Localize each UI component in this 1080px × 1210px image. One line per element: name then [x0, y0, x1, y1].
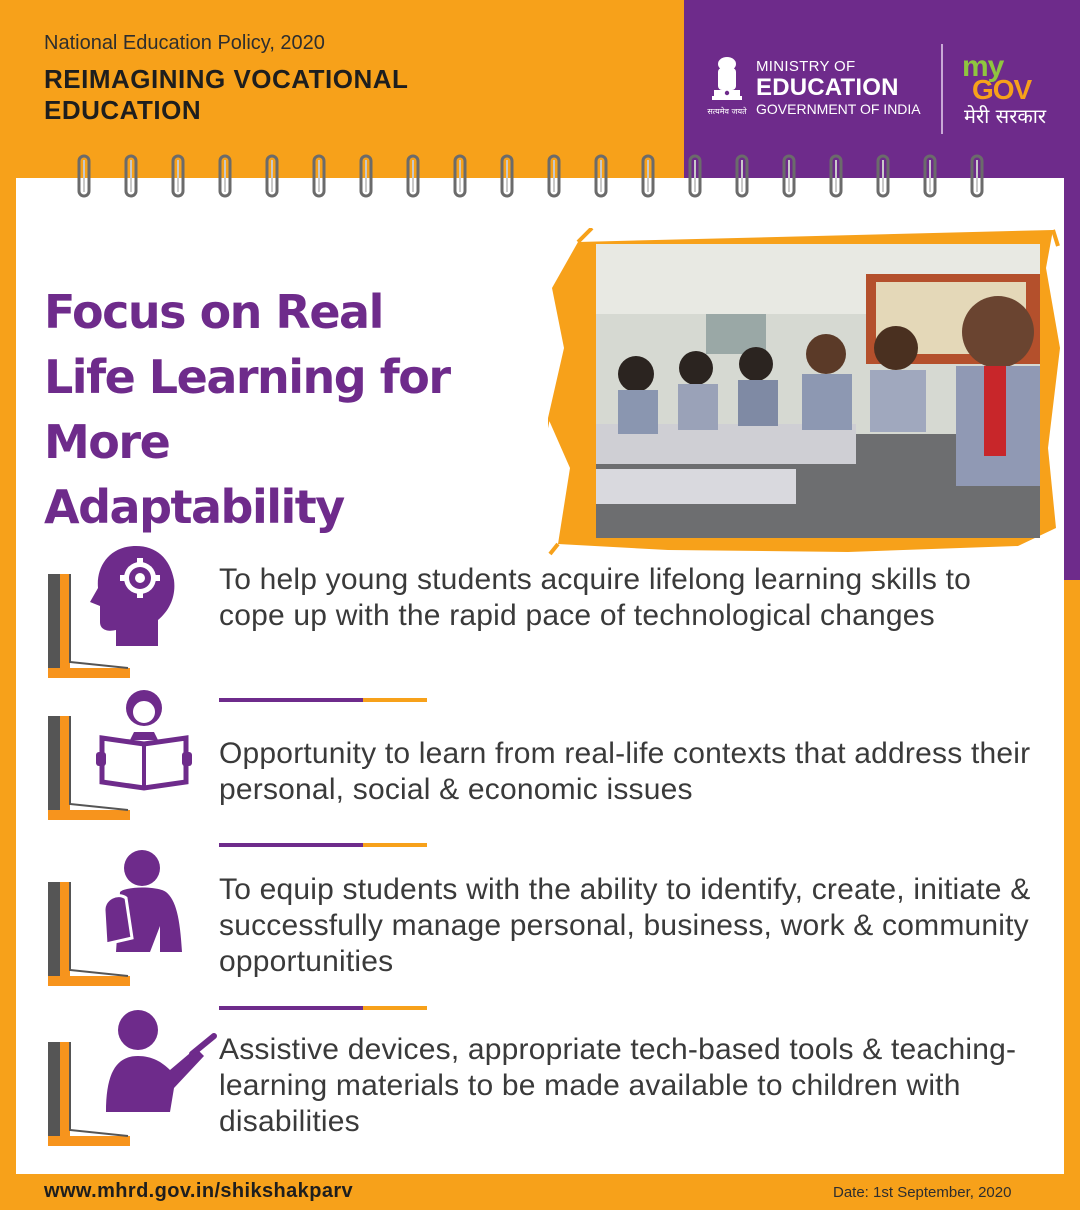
header-title: REIMAGINING VOCATIONAL EDUCATION: [44, 64, 408, 125]
mygov-hindi-text: मेरी सरकार: [964, 104, 1047, 128]
spiral-ring: [878, 156, 888, 196]
spiral-ring: [643, 156, 653, 196]
list-item: [0, 1008, 1080, 1148]
page-heading: Focus on Real Life Learning for More Adaptability: [44, 285, 450, 534]
logo-separator: [941, 44, 943, 134]
item-text: Assistive devices, appropriate tech-based tools & teaching-learning materials to be made available to children with disabilities: [219, 1033, 1017, 1138]
spiral-ring: [314, 156, 324, 196]
spiral-ring: [549, 156, 559, 196]
item-text: To help young students acquire lifelong learning skills to cope up with the rapid pace of technological changes: [219, 563, 972, 632]
spiral-ring: [831, 156, 841, 196]
spiral-ring: [784, 156, 794, 196]
ministry-line-1: MINISTRY OF: [756, 58, 856, 75]
list-item: [0, 540, 1080, 680]
student-backpack-icon: [96, 848, 186, 958]
spiral-ring: [408, 156, 418, 196]
head-gear-icon: [88, 540, 178, 650]
spiral-ring: [79, 156, 89, 196]
national-emblem-icon: [704, 54, 750, 120]
ministry-line-3: GOVERNMENT OF INDIA: [756, 101, 921, 117]
spiral-binding: [0, 150, 1080, 200]
list-item: [0, 682, 1080, 822]
spiral-ring: [972, 156, 982, 196]
mygov-my-text: my: [962, 50, 1004, 83]
ministry-logo: [704, 54, 934, 124]
spiral-ring: [361, 156, 371, 196]
spiral-ring: [455, 156, 465, 196]
reader-book-icon: [96, 682, 196, 792]
list-item: [0, 848, 1080, 988]
spiral-ring: [690, 156, 700, 196]
item-text: To equip students with the ability to identify, create, initiate & successfully manage personal, business, work & community opportunities: [219, 873, 1031, 978]
svg-text:सत्यमेव जयते: सत्यमेव जयते: [707, 107, 747, 116]
mygov-gov-text: GOV: [972, 74, 1032, 105]
divider: [219, 843, 427, 847]
footer-date: Date: 1st September, 2020: [833, 1184, 1012, 1201]
spiral-ring: [220, 156, 230, 196]
spiral-ring: [737, 156, 747, 196]
footer-url-link[interactable]: www.mhrd.gov.in/shikshakparv: [44, 1180, 354, 1202]
item-text: Opportunity to learn from real-life contexts that address their personal, social & economic issues: [219, 737, 1031, 806]
spiral-ring: [126, 156, 136, 196]
ministry-line-2: EDUCATION: [756, 74, 899, 101]
spiral-ring: [502, 156, 512, 196]
spiral-ring: [267, 156, 277, 196]
classroom-photo: [548, 228, 1060, 556]
spiral-ring: [925, 156, 935, 196]
spiral-ring: [173, 156, 183, 196]
classroom-image: [596, 244, 1040, 538]
teacher-pointer-icon: [92, 1008, 218, 1118]
spiral-ring: [596, 156, 606, 196]
mygov-logo: [962, 50, 1062, 130]
header-subtitle: National Education Policy, 2020: [44, 32, 325, 54]
